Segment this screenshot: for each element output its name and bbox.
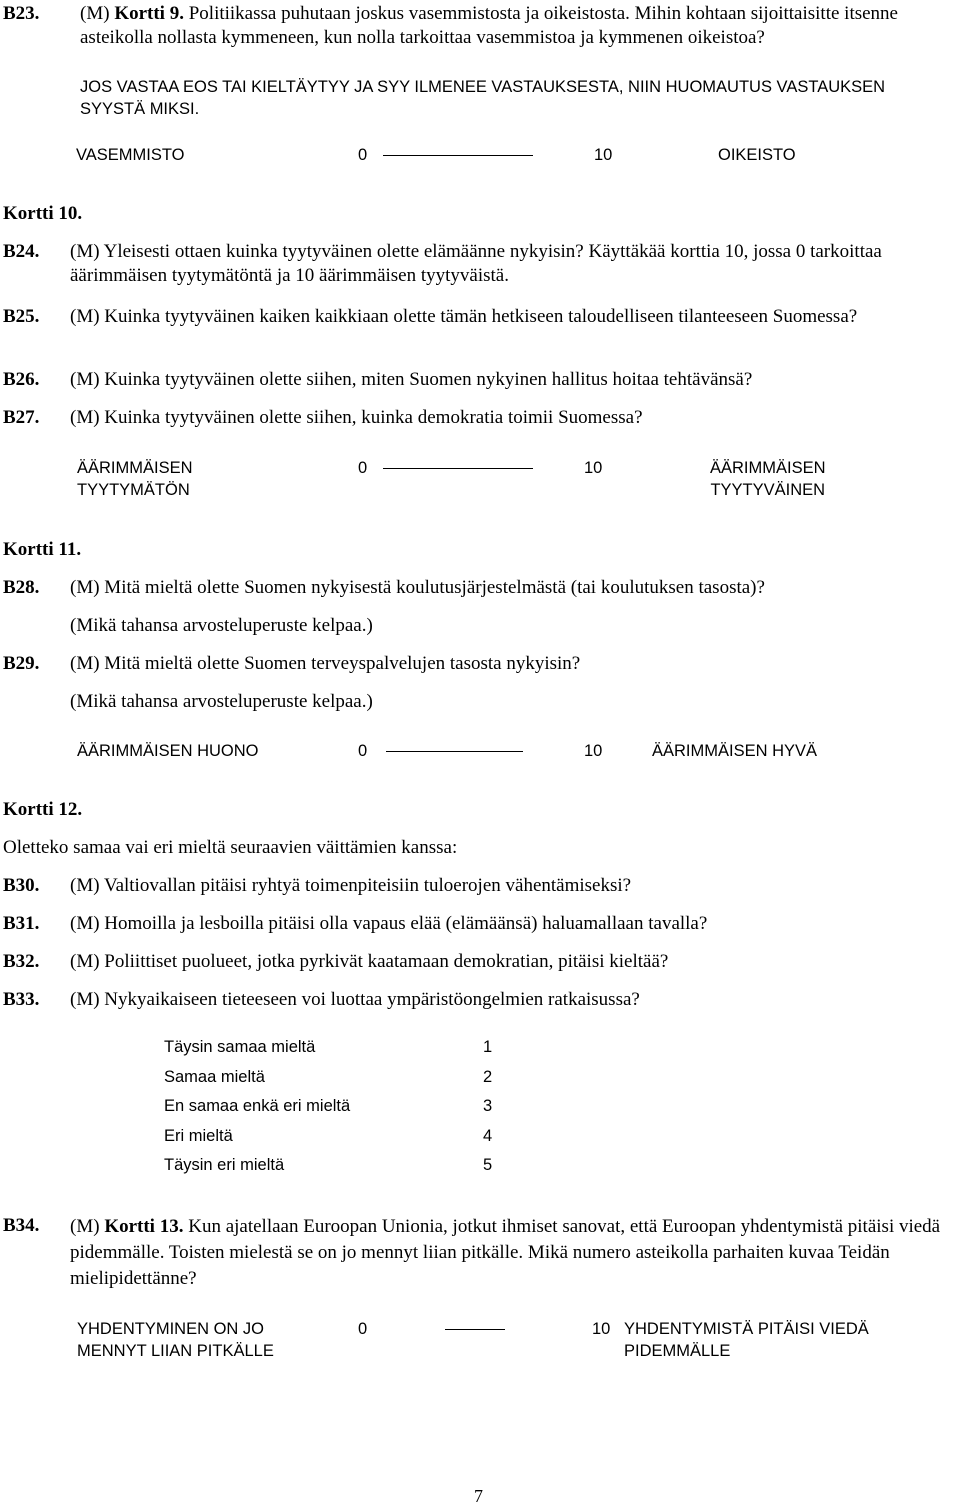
question-number-b26: B26.	[3, 369, 40, 390]
scale-right-line-1: YHDENTYMISTÄ PITÄISI VIEDÄ	[624, 1320, 869, 1338]
scale-left-line-1: YHDENTYMINEN ON JO	[77, 1320, 265, 1338]
card-heading-11: Kortti 11.	[3, 539, 82, 560]
question-note-b29: (Mikä tahansa arvosteluperuste kelpaa.)	[70, 691, 373, 712]
scale-max-value: 10	[594, 146, 613, 164]
question-prefix: (M)	[70, 1216, 100, 1237]
question-number-b29: B29.	[3, 653, 40, 674]
scale-line	[445, 1329, 505, 1330]
card-reference: Kortti 9.	[114, 3, 184, 24]
scale-right-line-1: ÄÄRIMMÄISEN	[710, 459, 826, 477]
question-number-b31: B31.	[3, 913, 40, 934]
question-number-b28: B28.	[3, 577, 40, 598]
question-text-b27: (M) Kuinka tyytyväinen olette siihen, kuinka demokratia toimii Suomessa?	[70, 407, 643, 428]
scale-line	[383, 155, 533, 156]
scale-right-line-2: TYYTYVÄINEN	[710, 481, 826, 499]
scale-left-label	[77, 457, 193, 501]
question-prefix: (M)	[80, 3, 110, 24]
question-number-b24: B24.	[3, 241, 40, 262]
scale-right-label	[624, 1318, 869, 1362]
question-number-b23: B23.	[3, 3, 40, 24]
scale-max-value: 10	[592, 1320, 611, 1338]
option-code: 3	[483, 1097, 493, 1115]
scale-right-label: ÄÄRIMMÄISEN HYVÄ	[652, 742, 818, 760]
question-number-b33: B33.	[3, 989, 40, 1010]
scale-left-line-2: TYYTYMÄTÖN	[77, 481, 190, 499]
card-intro-12: Oletteko samaa vai eri mieltä seuraavien väittämien kanssa:	[3, 837, 458, 858]
scale-max-value: 10	[584, 459, 603, 477]
question-number-b30: B30.	[3, 875, 40, 896]
scale-line	[386, 751, 523, 752]
scale-line	[383, 468, 533, 469]
question-text-b34	[70, 1214, 950, 1292]
question-number-b34: B34.	[3, 1215, 40, 1236]
option-code: 5	[483, 1156, 493, 1174]
scale-right-label: OIKEISTO	[718, 146, 796, 164]
scale-left-label	[77, 1318, 274, 1362]
scale-left-label: VASEMMISTO	[76, 146, 185, 164]
question-text: Kun ajatellaan Euroopan Unionia, jotkut ihmiset sanovat, että Euroopan yhdentymistä pitäisi viedä pidemmälle. Toisten mielestä se on jo mennyt liian pitkälle. Mikä numero asteikolla parhaiten kuvaa Teidän mielipidettänne?	[70, 1216, 941, 1289]
option-label: Täysin eri mieltä	[164, 1156, 285, 1174]
question-text-b23	[80, 2, 950, 50]
question-text-b32: (M) Poliittiset puolueet, jotka pyrkivät kaatamaan demokratian, pitäisi kieltää?	[70, 951, 669, 972]
scale-right-label	[710, 457, 826, 501]
question-text-b31: (M) Homoilla ja lesboilla pitäisi olla vapaus elää (elämäänsä) haluamallaan tavalla?	[70, 913, 708, 934]
question-number-b25: B25.	[3, 306, 40, 327]
question-text-b26: (M) Kuinka tyytyväinen olette siihen, miten Suomen nykyinen hallitus hoitaa tehtävänsä?	[70, 369, 753, 390]
question-text-b29: (M) Mitä mieltä olette Suomen terveyspalvelujen tasosta nykyisin?	[70, 653, 581, 674]
option-label: Samaa mieltä	[164, 1068, 265, 1086]
question-number-b32: B32.	[3, 951, 40, 972]
question-text-b25: (M) Kuinka tyytyväinen kaiken kaikkiaan olette tämän hetkiseen taloudelliseen tilanteeseen Suomessa?	[70, 306, 858, 327]
page-number: 7	[474, 1486, 483, 1506]
scale-right-line-2: PIDEMMÄLLE	[624, 1342, 731, 1360]
option-label: Täysin samaa mieltä	[164, 1038, 316, 1056]
option-label: En samaa enkä eri mieltä	[164, 1097, 351, 1115]
scale-max-value: 10	[584, 742, 603, 760]
card-heading-10: Kortti 10.	[3, 203, 83, 224]
scale-min-value: 0	[358, 146, 368, 164]
scale-left-line-1: ÄÄRIMMÄISEN	[77, 459, 193, 477]
scale-min-value: 0	[358, 1320, 368, 1338]
option-code: 4	[483, 1127, 493, 1145]
question-text-b24: (M) Yleisesti ottaen kuinka tyytyväinen olette elämäänne nykyisin? Käyttäkää korttia 10, jossa 0 tarkoittaa äärimmäisen tyytymätöntä ja 10 äärimmäisen tyytyväistä.	[70, 241, 882, 286]
interviewer-instruction-b23: JOS VASTAA EOS TAI KIELTÄYTYY JA SYY ILMENEE VASTAUKSESTA, NIIN HUOMAUTUS VASTAUKSEN SYYSTÄ MIKSI.	[80, 78, 886, 118]
option-label: Eri mieltä	[164, 1127, 233, 1145]
question-text: Politiikassa puhutaan joskus vasemmistosta ja oikeistosta. Mihin kohtaan sijoittaisitte itsenne asteikolla nollasta kymmeneen, kun nolla tarkoittaa vasemmistoa ja kymmenen oikeistoa?	[80, 3, 898, 48]
question-text-b28: (M) Mitä mieltä olette Suomen nykyisestä koulutusjärjestelmästä (tai koulutuksen tasosta)?	[70, 577, 765, 598]
question-text-b30: (M) Valtiovallan pitäisi ryhtyä toimenpiteisiin tuloerojen vähentämiseksi?	[70, 875, 632, 896]
option-code: 1	[483, 1038, 493, 1056]
scale-min-value: 0	[358, 742, 368, 760]
scale-min-value: 0	[358, 459, 368, 477]
scale-left-line-2: MENNYT LIIAN PITKÄLLE	[77, 1342, 274, 1360]
card-reference: Kortti 13.	[104, 1216, 184, 1237]
option-code: 2	[483, 1068, 493, 1086]
scale-left-label: ÄÄRIMMÄISEN HUONO	[77, 742, 259, 760]
question-number-b27: B27.	[3, 407, 40, 428]
question-text-b33: (M) Nykyaikaiseen tieteeseen voi luottaa ympäristöongelmien ratkaisussa?	[70, 989, 640, 1010]
card-heading-12: Kortti 12.	[3, 799, 83, 820]
question-note-b28: (Mikä tahansa arvosteluperuste kelpaa.)	[70, 615, 373, 636]
